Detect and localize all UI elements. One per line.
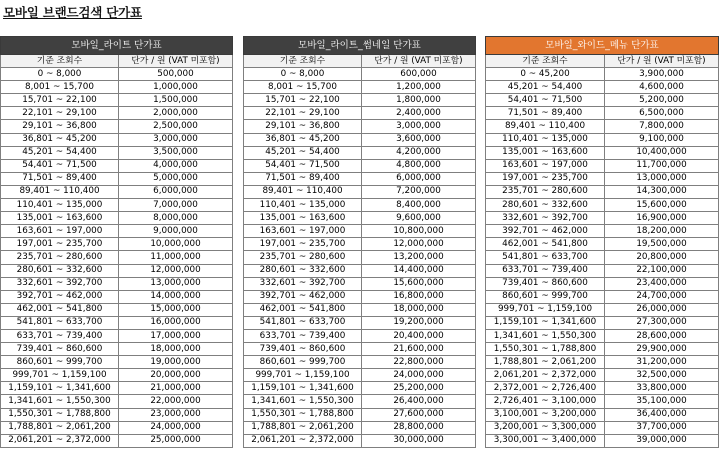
table-row (244, 356, 476, 369)
range-cell: 3,300,001 ~ 3,400,000 (486, 434, 605, 447)
range-cell: 15,701 ~ 22,100 (244, 94, 362, 107)
range-cell: 462,001 ~ 541,800 (486, 238, 605, 251)
table-row (244, 316, 476, 329)
price-cell: 10,000,000 (119, 238, 233, 251)
price-cell: 3,900,000 (605, 68, 719, 81)
range-cell: 1,341,601 ~ 1,550,300 (1, 395, 119, 408)
table-row (1, 133, 233, 146)
range-cell: 739,401 ~ 860,600 (486, 277, 605, 290)
price-cell: 27,300,000 (605, 316, 719, 329)
range-cell: 739,401 ~ 860,600 (1, 343, 119, 356)
price-cell: 9,600,000 (362, 212, 476, 225)
range-cell: 71,501 ~ 89,400 (1, 172, 119, 185)
price-cell: 16,800,000 (362, 290, 476, 303)
price-cell: 14,400,000 (362, 264, 476, 277)
table-row (1, 107, 233, 120)
table-row (486, 68, 719, 81)
price-table-mobile-lite-thumbnail (243, 36, 476, 448)
table-row (244, 199, 476, 212)
table-row (244, 133, 476, 146)
table-row (1, 264, 233, 277)
range-cell: 135,001 ~ 163,600 (244, 212, 362, 225)
price-cell: 1,500,000 (119, 94, 233, 107)
table-row (244, 303, 476, 316)
table-row (1, 343, 233, 356)
range-cell: 89,401 ~ 110,400 (1, 185, 119, 198)
range-cell: 135,001 ~ 163,600 (486, 146, 605, 159)
table-row (244, 408, 476, 421)
range-cell: 392,701 ~ 462,000 (486, 225, 605, 238)
table-row (244, 146, 476, 159)
table-row (1, 356, 233, 369)
price-cell: 36,400,000 (605, 408, 719, 421)
table-row (1, 421, 233, 434)
range-cell: 8,001 ~ 15,700 (244, 81, 362, 94)
range-cell: 0 ~ 45,200 (486, 68, 605, 81)
range-cell: 2,061,201 ~ 2,372,000 (1, 434, 119, 447)
range-cell: 135,001 ~ 163,600 (1, 212, 119, 225)
price-cell: 37,700,000 (605, 421, 719, 434)
price-cell: 18,200,000 (605, 225, 719, 238)
table-row (1, 290, 233, 303)
table-row (486, 120, 719, 133)
range-cell: 1,550,301 ~ 1,788,800 (486, 343, 605, 356)
table-row (1, 238, 233, 251)
price-cell: 7,000,000 (119, 199, 233, 212)
table-row (486, 277, 719, 290)
price-cell: 8,400,000 (362, 199, 476, 212)
table-row (486, 264, 719, 277)
table-row (244, 159, 476, 172)
range-cell: 2,061,201 ~ 2,372,000 (486, 369, 605, 382)
range-cell: 0 ~ 8,000 (244, 68, 362, 81)
column-header-price: 단가 / 원 (VAT 미포함) (362, 55, 476, 68)
price-cell: 19,500,000 (605, 238, 719, 251)
price-cell: 7,200,000 (362, 185, 476, 198)
range-cell: 332,601 ~ 392,700 (244, 277, 362, 290)
price-table-mobile-lite (0, 36, 233, 448)
range-cell: 163,601 ~ 197,000 (244, 225, 362, 238)
range-cell: 2,726,401 ~ 3,100,000 (486, 395, 605, 408)
range-cell: 163,601 ~ 197,000 (486, 159, 605, 172)
table-row (1, 81, 233, 94)
range-cell: 22,101 ~ 29,100 (1, 107, 119, 120)
range-cell: 29,101 ~ 36,800 (1, 120, 119, 133)
table-row (244, 238, 476, 251)
table-title: 모바일_라이트 단가표 (1, 37, 233, 55)
table-row (244, 107, 476, 120)
range-cell: 1,341,601 ~ 1,550,300 (244, 395, 362, 408)
price-cell: 6,500,000 (605, 107, 719, 120)
table-row (244, 329, 476, 342)
range-cell: 235,701 ~ 280,600 (1, 251, 119, 264)
table-row (1, 94, 233, 107)
range-cell: 860,601 ~ 999,700 (1, 356, 119, 369)
range-cell: 22,101 ~ 29,100 (244, 107, 362, 120)
price-cell: 600,000 (362, 68, 476, 81)
price-cell: 14,300,000 (605, 185, 719, 198)
table-row (1, 212, 233, 225)
range-cell: 860,601 ~ 999,700 (486, 290, 605, 303)
table-row (244, 81, 476, 94)
price-cell: 11,700,000 (605, 159, 719, 172)
table-row (244, 343, 476, 356)
table-row (244, 68, 476, 81)
price-cell: 4,200,000 (362, 146, 476, 159)
price-cell: 18,000,000 (362, 303, 476, 316)
price-cell: 6,000,000 (119, 185, 233, 198)
table-row (1, 382, 233, 395)
table-row (486, 94, 719, 107)
range-cell: 15,701 ~ 22,100 (1, 94, 119, 107)
table-row (486, 303, 719, 316)
table-row (1, 434, 233, 447)
range-cell: 235,701 ~ 280,600 (244, 251, 362, 264)
table-row (486, 356, 719, 369)
table-row (486, 81, 719, 94)
range-cell: 1,550,301 ~ 1,788,800 (244, 408, 362, 421)
range-cell: 0 ~ 8,000 (1, 68, 119, 81)
price-cell: 1,200,000 (362, 81, 476, 94)
table-row (486, 185, 719, 198)
price-cell: 21,000,000 (119, 382, 233, 395)
table-title: 모바일_라이트_썸네일 단가표 (244, 37, 476, 55)
range-cell: 89,401 ~ 110,400 (244, 185, 362, 198)
table-row (486, 395, 719, 408)
range-cell: 3,100,001 ~ 3,200,000 (486, 408, 605, 421)
price-cell: 20,000,000 (119, 369, 233, 382)
price-cell: 3,000,000 (362, 120, 476, 133)
table-row (486, 172, 719, 185)
price-cell: 15,600,000 (605, 199, 719, 212)
column-header-price: 단가 / 원 (VAT 미포함) (605, 55, 719, 68)
range-cell: 392,701 ~ 462,000 (1, 290, 119, 303)
range-cell: 3,200,001 ~ 3,300,000 (486, 421, 605, 434)
range-cell: 1,788,801 ~ 2,061,200 (1, 421, 119, 434)
price-cell: 6,000,000 (362, 172, 476, 185)
price-cell: 9,000,000 (119, 225, 233, 238)
price-cell: 19,200,000 (362, 316, 476, 329)
range-cell: 36,801 ~ 45,200 (1, 133, 119, 146)
table-row (244, 290, 476, 303)
price-cell: 18,000,000 (119, 343, 233, 356)
table-row (486, 133, 719, 146)
price-table-mobile-wide-menu (485, 36, 719, 448)
table-row (1, 225, 233, 238)
column-header-range: 기준 조회수 (486, 55, 605, 68)
table-row (486, 238, 719, 251)
price-cell: 25,200,000 (362, 382, 476, 395)
table-row (486, 212, 719, 225)
price-cell: 23,400,000 (605, 277, 719, 290)
price-cell: 28,600,000 (605, 329, 719, 342)
table-row (1, 395, 233, 408)
range-cell: 1,550,301 ~ 1,788,800 (1, 408, 119, 421)
price-cell: 24,000,000 (119, 421, 233, 434)
range-cell: 999,701 ~ 1,159,100 (1, 369, 119, 382)
range-cell: 54,401 ~ 71,500 (1, 159, 119, 172)
price-cell: 5,000,000 (119, 172, 233, 185)
price-cell: 28,800,000 (362, 421, 476, 434)
table-title: 모바일_와이드_메뉴 단가표 (486, 37, 719, 55)
price-cell: 1,000,000 (119, 81, 233, 94)
column-header-price: 단가 / 원 (VAT 미포함) (119, 55, 233, 68)
table-row (486, 107, 719, 120)
table-row (486, 225, 719, 238)
table-row (1, 185, 233, 198)
range-cell: 89,401 ~ 110,400 (486, 120, 605, 133)
range-cell: 541,801 ~ 633,700 (1, 316, 119, 329)
range-cell: 110,401 ~ 135,000 (1, 199, 119, 212)
range-cell: 999,701 ~ 1,159,100 (486, 303, 605, 316)
range-cell: 71,501 ~ 89,400 (244, 172, 362, 185)
range-cell: 462,001 ~ 541,800 (244, 303, 362, 316)
table-row (244, 264, 476, 277)
range-cell: 280,601 ~ 332,600 (1, 264, 119, 277)
range-cell: 332,601 ~ 392,700 (486, 212, 605, 225)
price-cell: 3,600,000 (362, 133, 476, 146)
table-row (1, 251, 233, 264)
price-cell: 22,000,000 (119, 395, 233, 408)
table-row (486, 316, 719, 329)
range-cell: 1,159,101 ~ 1,341,600 (486, 316, 605, 329)
range-cell: 1,341,601 ~ 1,550,300 (486, 329, 605, 342)
range-cell: 110,401 ~ 135,000 (486, 133, 605, 146)
page-title: 모바일 브랜드검색 단가표 (3, 5, 142, 20)
range-cell: 633,701 ~ 739,400 (244, 329, 362, 342)
price-cell: 3,000,000 (119, 133, 233, 146)
table-row (244, 225, 476, 238)
table-row (486, 369, 719, 382)
price-cell: 12,000,000 (119, 264, 233, 277)
table-row (1, 277, 233, 290)
table-row (244, 212, 476, 225)
table-row (486, 434, 719, 447)
range-cell: 45,201 ~ 54,400 (486, 81, 605, 94)
range-cell: 54,401 ~ 71,500 (486, 94, 605, 107)
price-cell: 15,000,000 (119, 303, 233, 316)
table-row (1, 68, 233, 81)
price-cell: 20,400,000 (362, 329, 476, 342)
price-cell: 2,000,000 (119, 107, 233, 120)
range-cell: 1,788,801 ~ 2,061,200 (244, 421, 362, 434)
price-cell: 10,400,000 (605, 146, 719, 159)
table-row (244, 382, 476, 395)
price-cell: 31,200,000 (605, 356, 719, 369)
table-row (486, 421, 719, 434)
table-row (1, 172, 233, 185)
price-cell: 2,500,000 (119, 120, 233, 133)
table-row (244, 421, 476, 434)
range-cell: 332,601 ~ 392,700 (1, 277, 119, 290)
range-cell: 2,061,201 ~ 2,372,000 (244, 434, 362, 447)
price-cell: 12,000,000 (362, 238, 476, 251)
table-row (1, 199, 233, 212)
table-row (486, 199, 719, 212)
table-row (486, 146, 719, 159)
price-cell: 11,000,000 (119, 251, 233, 264)
range-cell: 633,701 ~ 739,400 (1, 329, 119, 342)
table-row (1, 329, 233, 342)
range-cell: 739,401 ~ 860,600 (244, 343, 362, 356)
price-cell: 32,500,000 (605, 369, 719, 382)
price-cell: 4,800,000 (362, 159, 476, 172)
price-cell: 29,900,000 (605, 343, 719, 356)
range-cell: 45,201 ~ 54,400 (244, 146, 362, 159)
table-row (1, 369, 233, 382)
range-cell: 860,601 ~ 999,700 (244, 356, 362, 369)
price-cell: 4,600,000 (605, 81, 719, 94)
price-cell: 35,100,000 (605, 395, 719, 408)
price-cell: 19,000,000 (119, 356, 233, 369)
range-cell: 541,801 ~ 633,700 (244, 316, 362, 329)
price-cell: 13,000,000 (119, 277, 233, 290)
price-cell: 22,800,000 (362, 356, 476, 369)
price-cell: 13,200,000 (362, 251, 476, 264)
price-cell: 1,800,000 (362, 94, 476, 107)
price-cell: 26,000,000 (605, 303, 719, 316)
table-row (244, 369, 476, 382)
table-row (486, 251, 719, 264)
table-row (486, 329, 719, 342)
range-cell: 462,001 ~ 541,800 (1, 303, 119, 316)
price-cell: 13,000,000 (605, 172, 719, 185)
column-header-range: 기준 조회수 (1, 55, 119, 68)
price-cell: 4,000,000 (119, 159, 233, 172)
price-cell: 24,700,000 (605, 290, 719, 303)
range-cell: 29,101 ~ 36,800 (244, 120, 362, 133)
range-cell: 1,159,101 ~ 1,341,600 (1, 382, 119, 395)
range-cell: 8,001 ~ 15,700 (1, 81, 119, 94)
price-cell: 39,000,000 (605, 434, 719, 447)
price-cell: 22,100,000 (605, 264, 719, 277)
range-cell: 71,501 ~ 89,400 (486, 107, 605, 120)
table-row (1, 159, 233, 172)
range-cell: 163,601 ~ 197,000 (1, 225, 119, 238)
table-row (486, 382, 719, 395)
price-cell: 26,400,000 (362, 395, 476, 408)
range-cell: 280,601 ~ 332,600 (244, 264, 362, 277)
table-row (244, 434, 476, 447)
range-cell: 197,001 ~ 235,700 (1, 238, 119, 251)
price-cell: 17,000,000 (119, 329, 233, 342)
range-cell: 1,788,801 ~ 2,061,200 (486, 356, 605, 369)
price-cell: 3,500,000 (119, 146, 233, 159)
price-cell: 33,800,000 (605, 382, 719, 395)
range-cell: 633,701 ~ 739,400 (486, 264, 605, 277)
range-cell: 110,401 ~ 135,000 (244, 199, 362, 212)
table-row (486, 343, 719, 356)
range-cell: 235,701 ~ 280,600 (486, 185, 605, 198)
table-row (486, 159, 719, 172)
range-cell: 36,801 ~ 45,200 (244, 133, 362, 146)
range-cell: 1,159,101 ~ 1,341,600 (244, 382, 362, 395)
table-row (486, 290, 719, 303)
range-cell: 197,001 ~ 235,700 (486, 172, 605, 185)
range-cell: 54,401 ~ 71,500 (244, 159, 362, 172)
table-row (244, 120, 476, 133)
range-cell: 541,801 ~ 633,700 (486, 251, 605, 264)
table-row (1, 120, 233, 133)
price-cell: 16,900,000 (605, 212, 719, 225)
price-cell: 5,200,000 (605, 94, 719, 107)
table-row (244, 172, 476, 185)
table-row (244, 277, 476, 290)
range-cell: 280,601 ~ 332,600 (486, 199, 605, 212)
price-cell: 10,800,000 (362, 225, 476, 238)
price-cell: 2,400,000 (362, 107, 476, 120)
price-cell: 20,800,000 (605, 251, 719, 264)
range-cell: 2,372,001 ~ 2,726,400 (486, 382, 605, 395)
range-cell: 392,701 ~ 462,000 (244, 290, 362, 303)
price-cell: 9,100,000 (605, 133, 719, 146)
table-row (486, 408, 719, 421)
price-cell: 14,000,000 (119, 290, 233, 303)
price-cell: 8,000,000 (119, 212, 233, 225)
table-row (244, 185, 476, 198)
table-row (244, 395, 476, 408)
range-cell: 197,001 ~ 235,700 (244, 238, 362, 251)
table-row (1, 316, 233, 329)
price-cell: 30,000,000 (362, 434, 476, 447)
table-row (244, 94, 476, 107)
column-header-range: 기준 조회수 (244, 55, 362, 68)
price-cell: 23,000,000 (119, 408, 233, 421)
price-cell: 24,000,000 (362, 369, 476, 382)
table-row (1, 408, 233, 421)
table-row (244, 251, 476, 264)
price-cell: 27,600,000 (362, 408, 476, 421)
range-cell: 999,701 ~ 1,159,100 (244, 369, 362, 382)
price-cell: 16,000,000 (119, 316, 233, 329)
price-cell: 15,600,000 (362, 277, 476, 290)
price-cell: 7,800,000 (605, 120, 719, 133)
table-row (1, 303, 233, 316)
price-cell: 500,000 (119, 68, 233, 81)
table-row (1, 146, 233, 159)
price-cell: 21,600,000 (362, 343, 476, 356)
range-cell: 45,201 ~ 54,400 (1, 146, 119, 159)
price-cell: 25,000,000 (119, 434, 233, 447)
